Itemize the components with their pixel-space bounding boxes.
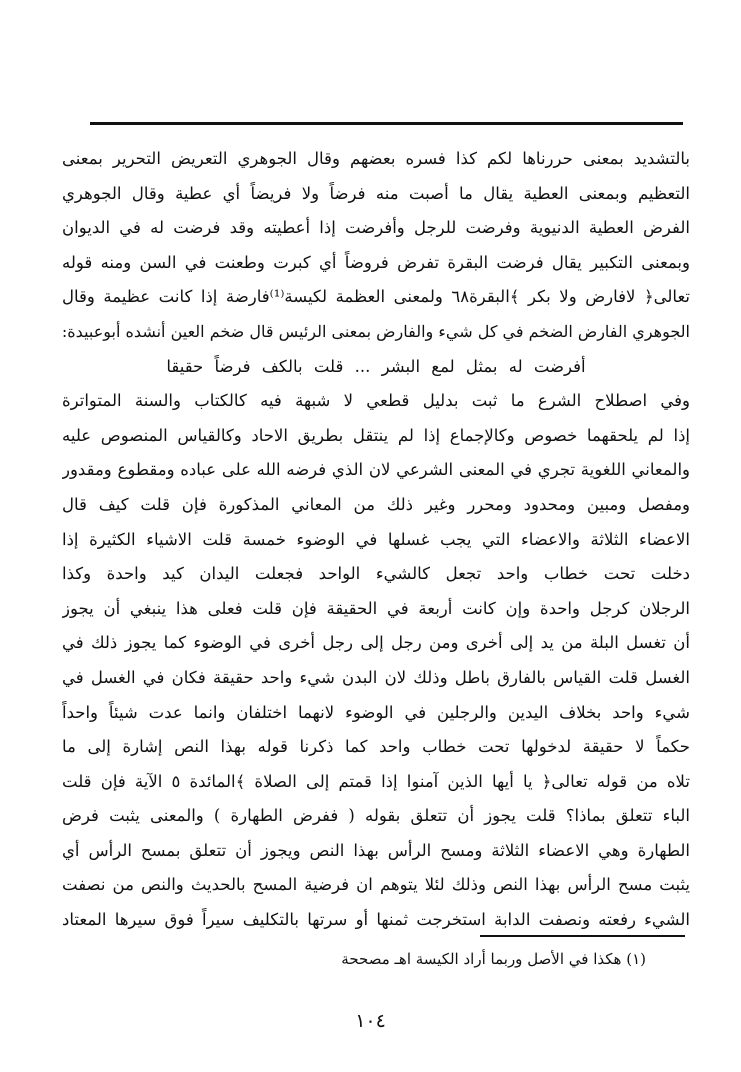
page-number: ١٠٤	[355, 1010, 386, 1032]
text-line: وبمعنى التكبير يقال فرضت البقرة تفرض فروضاً أي كبرت وطعنت في السن ومنه قوله	[62, 252, 690, 272]
text-line: أن تغسل البلة من يد إلى أخرى ومن رجل إلى رجل أخرى في الوضوء كما يجوز ذلك في	[62, 633, 690, 653]
footnote-rule	[480, 935, 685, 937]
text-line: تلاه من قوله تعالى﴿ يا أيها الذين آمنوا إذا قمتم إلى الصلاة ﴾المائدة ٥ الآية فإن قلت	[62, 771, 690, 791]
text-line: ومفصل ومبين ومحدود ومحرر وغير ذلك من المعاني المذكورة فإن قلت كيف قال	[62, 494, 690, 514]
text-line: الفرض العطية الدنيوية وفرضت للرجل وأفرضت إذا أعطيته وقد فرضت له في الديوان	[62, 218, 690, 238]
main-text	[62, 142, 690, 938]
footnote: (١) هكذا في الأصل وربما أراد الكيسة اهـ مصححة	[341, 950, 646, 968]
text-line: الغسل قلت القياس بالفارق باطل وذلك لان البدن شيء واحد حقيقة فكان في الغسل في	[62, 667, 690, 687]
text-line: الباء تتعلق بماذا؟ قلت يجوز أن تتعلق بقوله ( ففرض الطهارة ) والمعنى يثبت فرض	[62, 806, 690, 826]
text-line: التعظيم وبمعنى العطية يقال ما أصبت منه فرضاً ولا فريضاً أي عطية وقال الجوهري	[62, 183, 690, 203]
text-line: الرجلان كرجل واحدة وإن كانت أربعة في الحقيقة فإن قلت فعلى هذا ينبغي أن يجوز	[62, 598, 690, 618]
text-line: إذا لم يلحقهما خصوص وكالإجماع إذا لم ينتقل بطريق الاحاد وكالقياس المنصوص عليه	[62, 425, 690, 445]
text-line: حكماً لا حقيقة لدخولها تحت خطاب واحد كما ذكرنا قوله بهذا النص إشارة إلى ما	[62, 737, 690, 757]
text-line: تعالى﴿ لافارض ولا بكر ﴾البقرة٦٨ ولمعنى العظمة لكيسة⁽¹⁾فارضة إذا كانت عظيمة وقال	[62, 287, 690, 307]
header-rule	[90, 122, 683, 125]
text-line: شيء واحد بخلاف اليدين والرجلين في الوضوء لانهما اختلفان وانما عدت شيئاً واحداً	[62, 702, 690, 722]
text-line: الجوهري الفارض الضخم في كل شيء والفارض بمعنى الرئيس قال ضخم العين أنشده أبوعبيدة:	[62, 321, 690, 341]
text-line: وفي اصطلاح الشرع ما ثبت بدليل قطعي لا شبهة فيه كالكتاب والسنة المتواترة	[62, 391, 690, 411]
text-line: بالتشديد بمعنى حررناها لكم كذا فسره بعضهم وقال الجوهري التعريض التحرير بمعنى	[62, 149, 690, 168]
text-line: دخلت تحت خطاب واحد تجعل كالشيء الواحد فجعلت اليدان كيد واحدة وكذا	[62, 564, 690, 584]
text-line: والمعاني اللغوية تجري في المعنى الشرعي لان الذي فرضه الله على عباده ومقطوع ومقدور	[62, 460, 690, 480]
poem-verse: أفرضت له بمثل لمع البشر ... قلت بالكف فرضاً حقيقا	[166, 356, 586, 376]
text-line: الاعضاء الثلاثة والاعضاء التي يجب غسلها في الوضوء خمسة قلت الاشياء الكثيرة إذا	[62, 529, 690, 549]
text-line: يثبت مسح الرأس بهذا النص وذلك لئلا يتوهم ان فرضية المسح بالحديث والنص من نصفت	[62, 875, 690, 895]
text-line: الشيء رفعته ونصفت الدابة استخرجت ثمنها أو سرتها بالتكليف سيراً فوق سيرها المعتاد	[62, 910, 690, 930]
text-line: الطهارة وهي الاعضاء الثلاثة ومسح الرأس بهذا النص ويجوز أن تتعلق بمسح الرأس أي	[62, 840, 690, 860]
